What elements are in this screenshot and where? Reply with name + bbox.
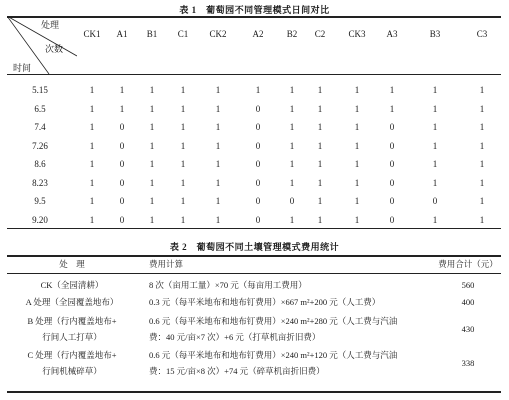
- table-cell: 0: [255, 159, 261, 169]
- table-cell: 0: [119, 140, 125, 151]
- row-date: 7.26: [32, 140, 48, 151]
- table-cell: 1: [317, 177, 323, 188]
- table-row: [7, 155, 501, 173]
- table-cell: 1: [180, 85, 186, 95]
- column-header: A1: [116, 29, 128, 39]
- column-header: B3: [429, 29, 441, 39]
- row-date: 9.20: [32, 214, 48, 225]
- table-cell: 1: [317, 159, 323, 169]
- treat-line: CK（全园清耕）: [40, 280, 104, 290]
- table-row: [7, 81, 501, 99]
- table-cell: 0: [389, 196, 395, 206]
- calc-line: 费：15 元/亩×8 次）+74 元（碎草机亩折旧费）: [149, 366, 325, 376]
- table-cell: 0: [255, 196, 261, 206]
- table-cell: 1: [289, 159, 295, 169]
- table-cell: 1: [289, 177, 295, 188]
- total-cell: 430: [461, 324, 475, 334]
- row-date: 9.5: [34, 196, 46, 206]
- calc-cell: [149, 277, 429, 293]
- table-cell: 0: [255, 122, 261, 132]
- table-cell: 1: [479, 196, 485, 206]
- table-cell: 1: [317, 85, 323, 95]
- table1-header-rule: [7, 74, 501, 75]
- treat-cell: [7, 294, 137, 310]
- table-cell: 1: [389, 103, 395, 114]
- table-cell: 1: [215, 196, 221, 206]
- row-date: 8.23: [32, 177, 48, 188]
- table1-header: [7, 16, 501, 74]
- table-cell: 1: [432, 214, 438, 225]
- table-row: [7, 192, 501, 210]
- total-cell: 338: [461, 358, 475, 368]
- corner-count-label: 次数: [45, 44, 64, 54]
- table-row: [7, 118, 501, 136]
- table-cell: 1: [479, 140, 485, 151]
- row-date: 5.15: [32, 85, 48, 95]
- table-cell: 1: [432, 103, 438, 114]
- calc-header: 费用计算: [149, 259, 184, 269]
- table-cell: 0: [119, 177, 125, 188]
- table-cell: 1: [215, 85, 221, 95]
- total-cell: 560: [461, 280, 475, 290]
- calc-line: 0.6 元（每平米地布和地布钉费用）×240 m²+280 元（人工费与汽油: [149, 316, 398, 326]
- treat-line: B 处理（行内覆盖地布+: [27, 316, 117, 326]
- table-cell: 1: [215, 177, 221, 188]
- table-cell: 0: [389, 122, 395, 132]
- table-cell: 1: [432, 177, 438, 188]
- table-cell: 1: [89, 196, 95, 206]
- treat-line: 行间人工打草）: [42, 332, 102, 342]
- table-cell: 0: [255, 103, 261, 114]
- table-cell: 1: [479, 177, 485, 188]
- table-cell: 0: [119, 196, 125, 206]
- table-cell: 1: [215, 103, 221, 114]
- column-header: B1: [146, 29, 158, 39]
- column-header: C2: [314, 29, 326, 39]
- table-cell: 1: [149, 177, 155, 188]
- table-cell: 1: [89, 214, 95, 225]
- treat-line: C 处理（行内覆盖地布+: [27, 350, 117, 360]
- table-cell: 1: [215, 214, 221, 225]
- table-row: [7, 174, 501, 192]
- table-cell: 1: [432, 85, 438, 95]
- treat-line: A 处理（全园覆盖地布）: [25, 297, 119, 307]
- table1-caption: 表 1 葡萄园不同管理模式日间对比: [179, 5, 330, 15]
- treat-header: 处 理: [59, 259, 85, 269]
- table1-bottom-rule: [7, 228, 501, 229]
- table-cell: 1: [149, 140, 155, 151]
- table-cell: 1: [149, 103, 155, 114]
- table-cell: 1: [389, 85, 395, 95]
- table-cell: 1: [354, 122, 360, 132]
- table1-corner-cell: [7, 16, 77, 74]
- table-cell: 1: [317, 140, 323, 151]
- row-date: 8.6: [34, 159, 46, 169]
- table-cell: 1: [89, 122, 95, 132]
- table-cell: 0: [119, 122, 125, 132]
- table-cell: 1: [180, 196, 186, 206]
- calc-line: 8 次（亩用工量）×70 元（每亩用工费用）: [149, 280, 307, 290]
- calc-cell: [149, 313, 429, 345]
- table-cell: 1: [180, 214, 186, 225]
- total-cell: 400: [461, 297, 475, 307]
- table-cell: 1: [149, 122, 155, 132]
- table-row: [7, 100, 501, 118]
- table-cell: 1: [289, 214, 295, 225]
- table-cell: 1: [89, 85, 95, 95]
- table-cell: 1: [89, 177, 95, 188]
- table-cell: 1: [354, 140, 360, 151]
- table-cell: 1: [180, 159, 186, 169]
- table-cell: 0: [255, 214, 261, 225]
- table2-header: [7, 257, 501, 272]
- table-cell: 1: [215, 159, 221, 169]
- table-cell: 1: [289, 122, 295, 132]
- calc-cell: [149, 294, 429, 310]
- table-cell: 1: [119, 85, 125, 95]
- table-cell: 1: [479, 122, 485, 132]
- table-cell: 1: [89, 159, 95, 169]
- table-row: [7, 313, 501, 345]
- table-cell: 1: [317, 103, 323, 114]
- table-cell: 1: [289, 103, 295, 114]
- calc-line: 费：40 元/亩×7 次）+6 元（打草机亩折旧费）: [149, 332, 321, 342]
- table-cell: 1: [215, 140, 221, 151]
- table-cell: 1: [317, 214, 323, 225]
- table-cell: 1: [149, 85, 155, 95]
- calc-line: 0.6 元（每平米地布和地布钉费用）×240 m²+120 元（人工费与汽油: [149, 350, 398, 360]
- table-cell: 1: [289, 140, 295, 151]
- table-cell: 1: [180, 140, 186, 151]
- table-cell: 1: [432, 122, 438, 132]
- table-cell: 0: [119, 214, 125, 225]
- column-header: C3: [476, 29, 488, 39]
- table-row: [7, 347, 501, 379]
- column-header: A3: [386, 29, 398, 39]
- column-header: CK3: [348, 29, 366, 39]
- table-cell: 0: [119, 159, 125, 169]
- table-cell: 1: [317, 196, 323, 206]
- table2-header-rule: [7, 273, 501, 274]
- table-row: [7, 294, 501, 308]
- table-cell: 1: [215, 122, 221, 132]
- table2-caption: 表 2 葡萄园不同土壤管理模式费用统计: [169, 242, 340, 252]
- column-header: B2: [286, 29, 298, 39]
- table-cell: 1: [479, 214, 485, 225]
- table-cell: 0: [389, 214, 395, 225]
- column-header: CK2: [209, 29, 227, 39]
- table-cell: 1: [149, 159, 155, 169]
- table-cell: 1: [479, 159, 485, 169]
- table-cell: 0: [255, 177, 261, 188]
- treat-cell: [7, 313, 137, 345]
- table-cell: 1: [89, 103, 95, 114]
- table-cell: 1: [180, 177, 186, 188]
- table-cell: 0: [389, 177, 395, 188]
- table-cell: 1: [354, 177, 360, 188]
- treat-cell: [7, 347, 137, 379]
- table-cell: 1: [432, 159, 438, 169]
- table-cell: 1: [255, 85, 261, 95]
- table-cell: 1: [479, 85, 485, 95]
- table-cell: 1: [149, 214, 155, 225]
- table-cell: 0: [389, 140, 395, 151]
- treat-line: 行间机械碎草）: [42, 366, 102, 376]
- table-cell: 1: [354, 85, 360, 95]
- table-cell: 1: [432, 140, 438, 151]
- table-cell: 1: [119, 103, 125, 114]
- table-cell: 0: [389, 159, 395, 169]
- treat-cell: [7, 277, 137, 293]
- table-cell: 1: [180, 122, 186, 132]
- table-row: [7, 137, 501, 155]
- calc-cell: [149, 347, 429, 379]
- table-cell: 1: [354, 103, 360, 114]
- table-cell: 1: [317, 122, 323, 132]
- table-cell: 1: [354, 196, 360, 206]
- table-cell: 1: [149, 196, 155, 206]
- table-cell: 1: [354, 159, 360, 169]
- table-cell: 1: [289, 85, 295, 95]
- table-cell: 1: [180, 103, 186, 114]
- table-cell: 0: [289, 196, 295, 206]
- table-cell: 0: [255, 140, 261, 151]
- table2-bottom-rule: [7, 391, 501, 393]
- column-header: A2: [252, 29, 264, 39]
- table-row: [7, 277, 501, 291]
- column-header: CK1: [83, 29, 101, 39]
- table-cell: 0: [432, 196, 438, 206]
- corner-time-label: 时间: [13, 63, 32, 73]
- table-cell: 1: [89, 140, 95, 151]
- table-row: [7, 211, 501, 229]
- column-header: C1: [177, 29, 189, 39]
- calc-line: 0.3 元（每平米地布和地布钉费用）×667 m²+200 元（人工费）: [149, 297, 381, 307]
- corner-treat-label: 处理: [41, 20, 60, 30]
- total-header: 费用合计（元）: [438, 259, 498, 269]
- row-date: 6.5: [34, 103, 46, 114]
- table-cell: 1: [354, 214, 360, 225]
- row-date: 7.4: [34, 122, 46, 132]
- table-cell: 1: [479, 103, 485, 114]
